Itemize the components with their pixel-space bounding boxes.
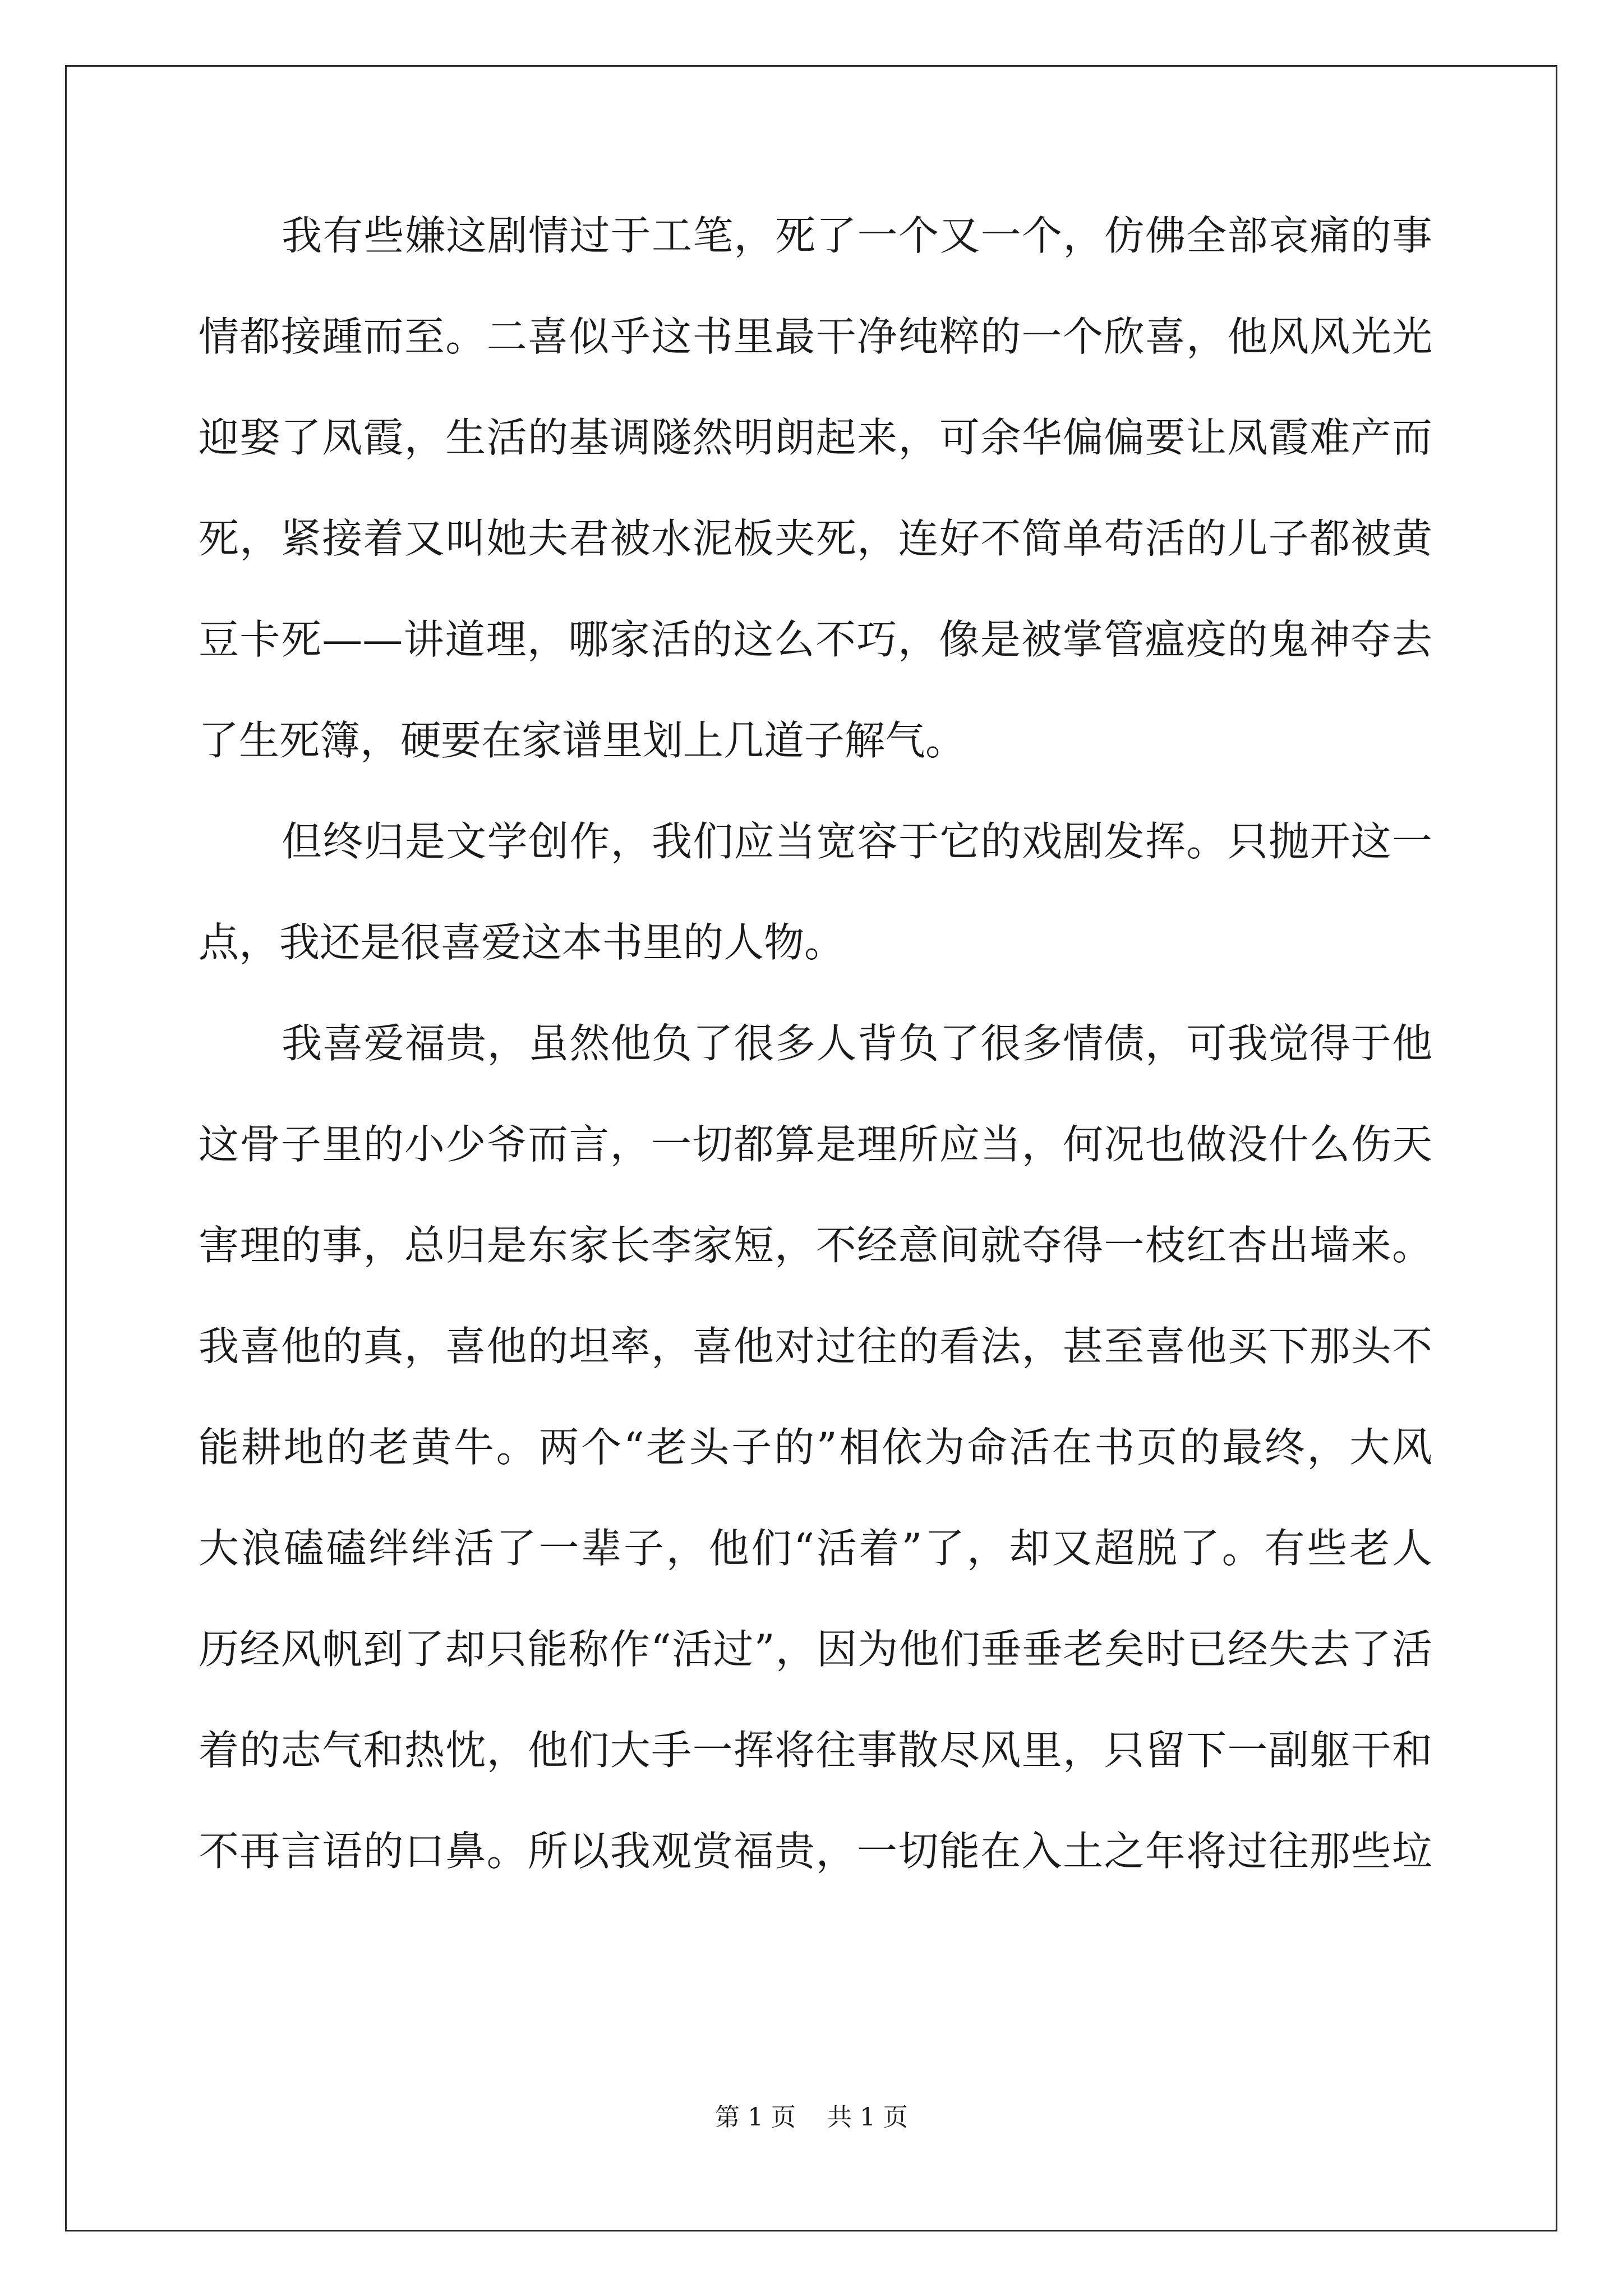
paragraph-3-line-1: 我喜爱福贵，虽然他负了很多人背负了很多情债，可我觉得于他 — [282, 1020, 1432, 1067]
paragraph-3-line-7: 历经风帆到了却只能称作“活过”，因为他们垂垂老矣时已经失去了活 — [199, 1626, 1432, 1673]
paragraph-2-line-2: 点，我还是很喜爱这本书里的人物。 — [199, 919, 845, 966]
paragraph-3-line-5: 能耕地的老黄牛。两个“老头子的”相依为命活在书页的最终，大风 — [199, 1424, 1432, 1471]
paragraph-3-line-3: 害理的事，总归是东家长李家短，不经意间就夺得一枝红杏出墙来。 — [199, 1222, 1432, 1269]
paragraph-3-line-2: 这骨子里的小少爷而言，一切都算是理所应当，何况也做没什么伤天 — [199, 1121, 1432, 1168]
paragraph-1-line-4: 死，紧接着又叫她夫君被水泥板夹死，连好不简单苟活的儿子都被黄 — [199, 515, 1432, 562]
paragraph-3-line-6: 大浪磕磕绊绊活了一辈子，他们“活着”了，却又超脱了。有些老人 — [199, 1525, 1432, 1572]
paragraph-1-line-2: 情都接踵而至。二喜似乎这书里最干净纯粹的一个欣喜，他风风光光 — [199, 313, 1432, 360]
document-body — [199, 185, 1432, 1902]
paragraph-1-line-6: 了生死簿，硬要在家谱里划上几道子解气。 — [199, 717, 966, 764]
paragraph-3-line-9: 不再言语的口鼻。所以我观赏福贵，一切能在入土之年将过往那些垃 — [199, 1828, 1432, 1875]
paragraph-1-line-5: 豆卡死——讲道理，哪家活的这么不巧，像是被掌管瘟疫的鬼神夺去 — [199, 616, 1432, 663]
page-number-footer: 第 1 页 共 1 页 — [715, 2103, 908, 2132]
paragraph-2-line-1: 但终归是文学创作，我们应当宽容于它的戏剧发挥。只抛开这一 — [282, 818, 1432, 865]
paragraph-3-line-8: 着的志气和热忱，他们大手一挥将往事散尽风里，只留下一副躯干和 — [199, 1727, 1432, 1774]
paragraph-1-line-1: 我有些嫌这剧情过于工笔，死了一个又一个，仿佛全部哀痛的事 — [282, 212, 1432, 259]
paragraph-3-line-4: 我喜他的真，喜他的坦率，喜他对过往的看法，甚至喜他买下那头不 — [199, 1323, 1432, 1370]
paragraph-1-line-3: 迎娶了凤霞，生活的基调隧然明朗起来，可余华偏偏要让凤霞难产而 — [199, 414, 1432, 461]
